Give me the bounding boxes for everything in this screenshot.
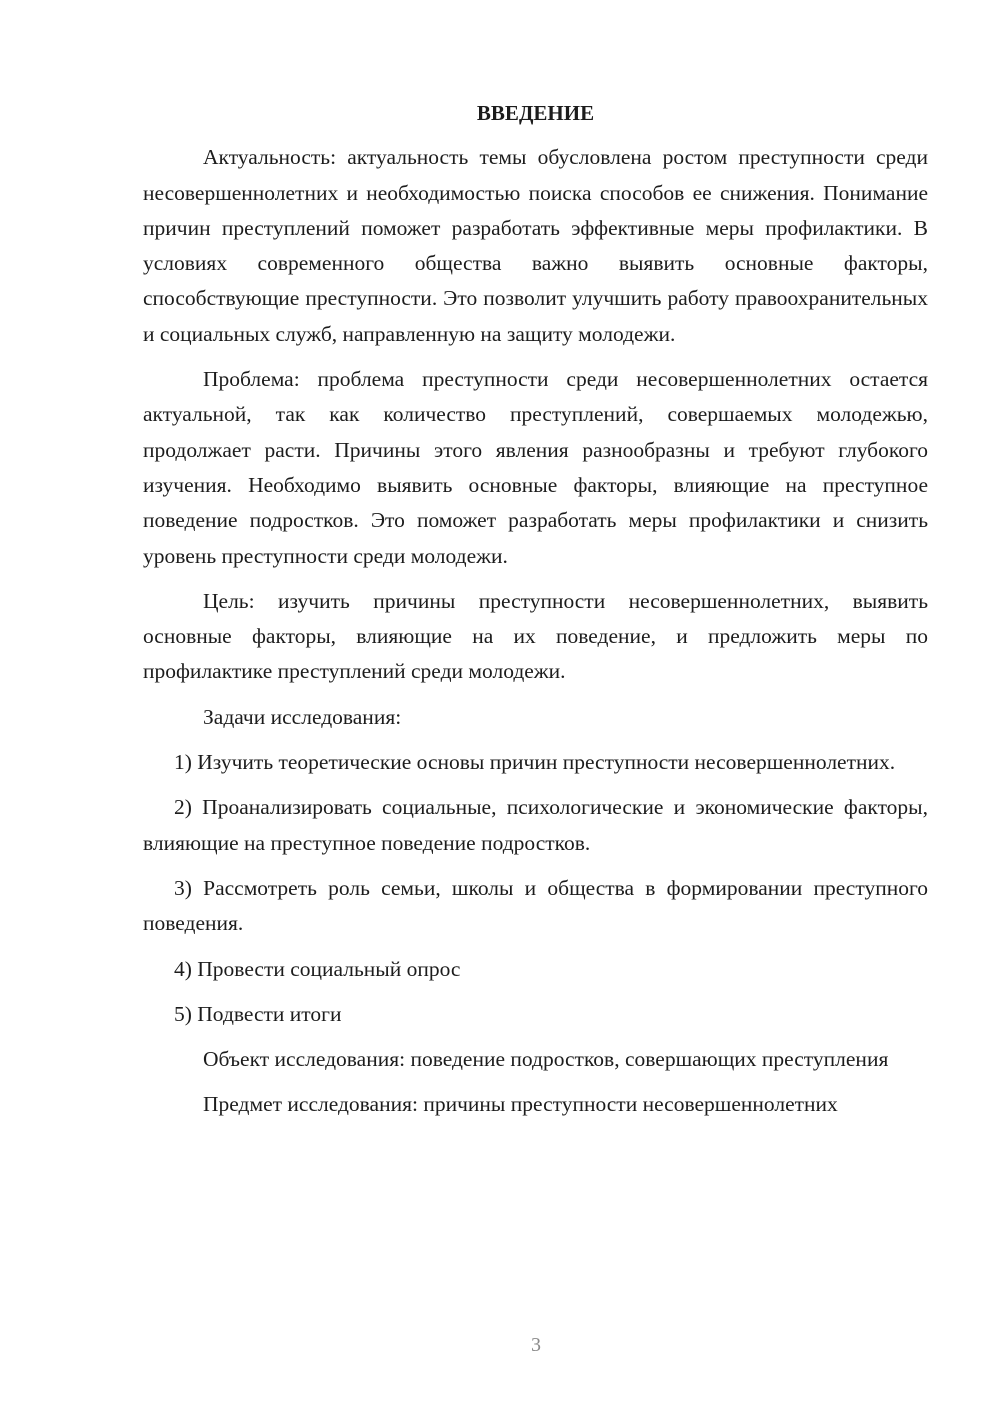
subject-paragraph: Предмет исследования: причины преступности несовершеннолетних [203,1092,838,1117]
problem-paragraph: Проблема: проблема преступности среди несовершеннолетних остается актуальной, так как количество преступлений, совершаемых молодежью, продолжает расти. Причины этого явления разнообразны и требуют глубокого изучения. Необходимо выявить основные факторы, влияющие на преступное поведение подростков. Это поможет разработать меры профилактики и снизить уровень преступности среди молодежи. [143,367,928,568]
task-item-2: 2) Проанализировать социальные, психологические и экономические факторы, влияющие на преступное поведение подростков. [143,795,928,855]
task-item-4: 4) Провести социальный опрос [174,956,461,981]
tasks-heading: Задачи исследования: [203,704,402,729]
task-item-3: 3) Рассмотреть роль семьи, школы и общества в формировании преступного поведения. [143,875,928,936]
task-item-5: 5) Подвести итоги [174,1001,342,1026]
page-content [143,96,928,1133]
section-title: ВВЕДЕНИЕ [476,101,595,125]
goal-paragraph: Цель: изучить причины преступности несовершеннолетних, выявить основные факторы, влияющие на их поведение, и предложить меры по профилактике преступлений среди молодежи. [143,588,928,684]
relevance-paragraph: Актуальность: актуальность темы обусловлена ростом преступности среди несовершеннолетних и необходимостью поиска способов ее снижения. Понимание причин преступлений поможет разработать эффективные меры профилактики. В условиях современного общества важно выявить основные факторы, способствующие преступности. Это позволит улучшить работу правоохранительных и социальных служб, направленную на защиту молодежи. [143,145,928,346]
page-number: 3 [531,1334,541,1356]
object-paragraph: Объект исследования: поведение подростков, совершающих преступления [203,1047,889,1072]
task-item-1: 1) Изучить теоретические основы причин преступности несовершеннолетних. [174,750,896,775]
